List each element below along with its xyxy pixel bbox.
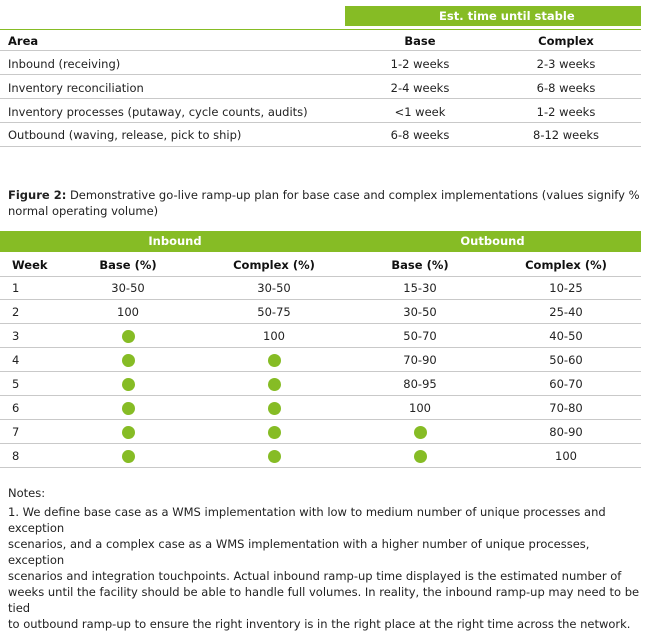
table2-row-rule (0, 419, 641, 420)
completed-dot-icon (414, 450, 427, 463)
table1-bottom-rule (0, 146, 641, 147)
table2-header-rule (0, 276, 641, 277)
table2-cell-out-base: 100 (409, 401, 431, 415)
completed-dot-icon (268, 378, 281, 391)
figure2-caption (8, 187, 640, 219)
notes-line: scenarios and integration touchpoints. Actual inbound ramp-up time displayed is the estimated number of (8, 569, 622, 583)
table1-band (345, 6, 641, 26)
table1-top-rule (0, 29, 641, 30)
table2-cell-out-complex: 70-80 (549, 401, 583, 415)
table2-row-rule (0, 299, 641, 300)
table2-cell-out-base: 50-70 (403, 329, 437, 343)
table2-group-outbound: Outbound (460, 234, 525, 248)
table2-cell-week: 1 (12, 281, 20, 295)
table2-header-in-complex: Complex (%) (233, 258, 315, 272)
table1-row-base: <1 week (394, 105, 446, 119)
table1-row-complex: 8-12 weeks (533, 128, 599, 142)
completed-dot-icon (122, 402, 135, 415)
table2-cell-in-complex: 30-50 (257, 281, 291, 295)
table1-row-area: Outbound (waving, release, pick to ship) (8, 128, 242, 142)
table2-header-in-base: Base (%) (99, 258, 157, 272)
table2-cell-week: 8 (12, 449, 20, 463)
table2-band-outbound (344, 231, 641, 251)
completed-dot-icon (122, 330, 135, 343)
table2-cell-out-complex: 25-40 (549, 305, 583, 319)
table1-band-label: Est. time until stable (439, 9, 575, 23)
table2-cell-out-complex: 10-25 (549, 281, 583, 295)
table2-cell-in-complex: 50-75 (257, 305, 291, 319)
table2-cell-out-base: 70-90 (403, 353, 437, 367)
table2-cell-week: 5 (12, 377, 20, 391)
table1-row-complex: 1-2 weeks (536, 105, 596, 119)
table2-cell-week: 6 (12, 401, 20, 415)
notes-line: weeks until the facility should be able to handle full volumes. In reality, the inbound ramp-up may need to be tied (8, 585, 640, 615)
completed-dot-icon (268, 450, 281, 463)
table2-row-rule (0, 467, 641, 468)
table2-cell-week: 4 (12, 353, 20, 367)
table2-row-rule (0, 443, 641, 444)
table1-header-area: Area (8, 34, 39, 48)
table2-header-out-complex: Complex (%) (525, 258, 607, 272)
completed-dot-icon (268, 354, 281, 367)
notes (8, 485, 644, 632)
table2-cell-out-complex: 50-60 (549, 353, 583, 367)
table2-cell-out-complex: 100 (555, 449, 577, 463)
table2-row-rule (0, 371, 641, 372)
table2-header-week: Week (12, 258, 48, 272)
table2-cell-out-complex: 40-50 (549, 329, 583, 343)
table2-group-inbound: Inbound (148, 234, 202, 248)
table2-cell-week: 2 (12, 305, 20, 319)
table2-cell-out-complex: 60-70 (549, 377, 583, 391)
table1-header-base: Base (404, 34, 436, 48)
completed-dot-icon (122, 354, 135, 367)
table2-cell-in-complex: 100 (263, 329, 285, 343)
table1-row-area: Inventory reconciliation (8, 81, 144, 95)
table2-row-rule (0, 395, 641, 396)
completed-dot-icon (122, 378, 135, 391)
completed-dot-icon (414, 426, 427, 439)
table2-cell-week: 7 (12, 425, 20, 439)
completed-dot-icon (268, 402, 281, 415)
notes-line: 1. We define base case as a WMS implementation with low to medium number of unique processes and exception (8, 505, 606, 535)
table1-row-base: 1-2 weeks (390, 57, 450, 71)
table1-row-area: Inventory processes (putaway, cycle counts, audits) (8, 105, 308, 119)
table2-cell-week: 3 (12, 329, 20, 343)
table2-cell-in-base: 30-50 (111, 281, 145, 295)
table2-row-rule (0, 347, 641, 348)
table1-row-rule (0, 74, 641, 75)
table2-top-rule (0, 251, 641, 252)
completed-dot-icon (122, 450, 135, 463)
table1-row-rule (0, 122, 641, 123)
completed-dot-icon (268, 426, 281, 439)
figure2-caption-text: Demonstrative go-live ramp-up plan for base case and complex implementations (values signify % normal operating volume) (8, 188, 640, 218)
notes-line: to outbound ramp-up to ensure the right inventory is in the right place at the right time across the network. (8, 617, 631, 631)
figure2-label: Figure 2: (8, 188, 67, 202)
notes-title: Notes: (8, 486, 46, 500)
notes-line: scenarios, and a complex case as a WMS implementation with a higher number of unique processes, exception (8, 537, 590, 567)
table2-cell-out-base: 30-50 (403, 305, 437, 319)
table1-row-base: 6-8 weeks (390, 128, 450, 142)
completed-dot-icon (122, 426, 135, 439)
table2-header-out-base: Base (%) (391, 258, 449, 272)
table1-header-complex: Complex (538, 34, 594, 48)
table2-cell-out-complex: 80-90 (549, 425, 583, 439)
table2-row-rule (0, 323, 641, 324)
table1-row-area: Inbound (receiving) (8, 57, 121, 71)
table1-row-complex: 2-3 weeks (536, 57, 596, 71)
table2-cell-out-base: 15-30 (403, 281, 437, 295)
table1-header-rule (0, 50, 641, 51)
table1-row-base: 2-4 weeks (390, 81, 450, 95)
table1-row-complex: 6-8 weeks (536, 81, 596, 95)
table2-cell-out-base: 80-95 (403, 377, 437, 391)
table2-band-inbound (0, 231, 350, 251)
table2-cell-in-base: 100 (117, 305, 139, 319)
table1-row-rule (0, 98, 641, 99)
